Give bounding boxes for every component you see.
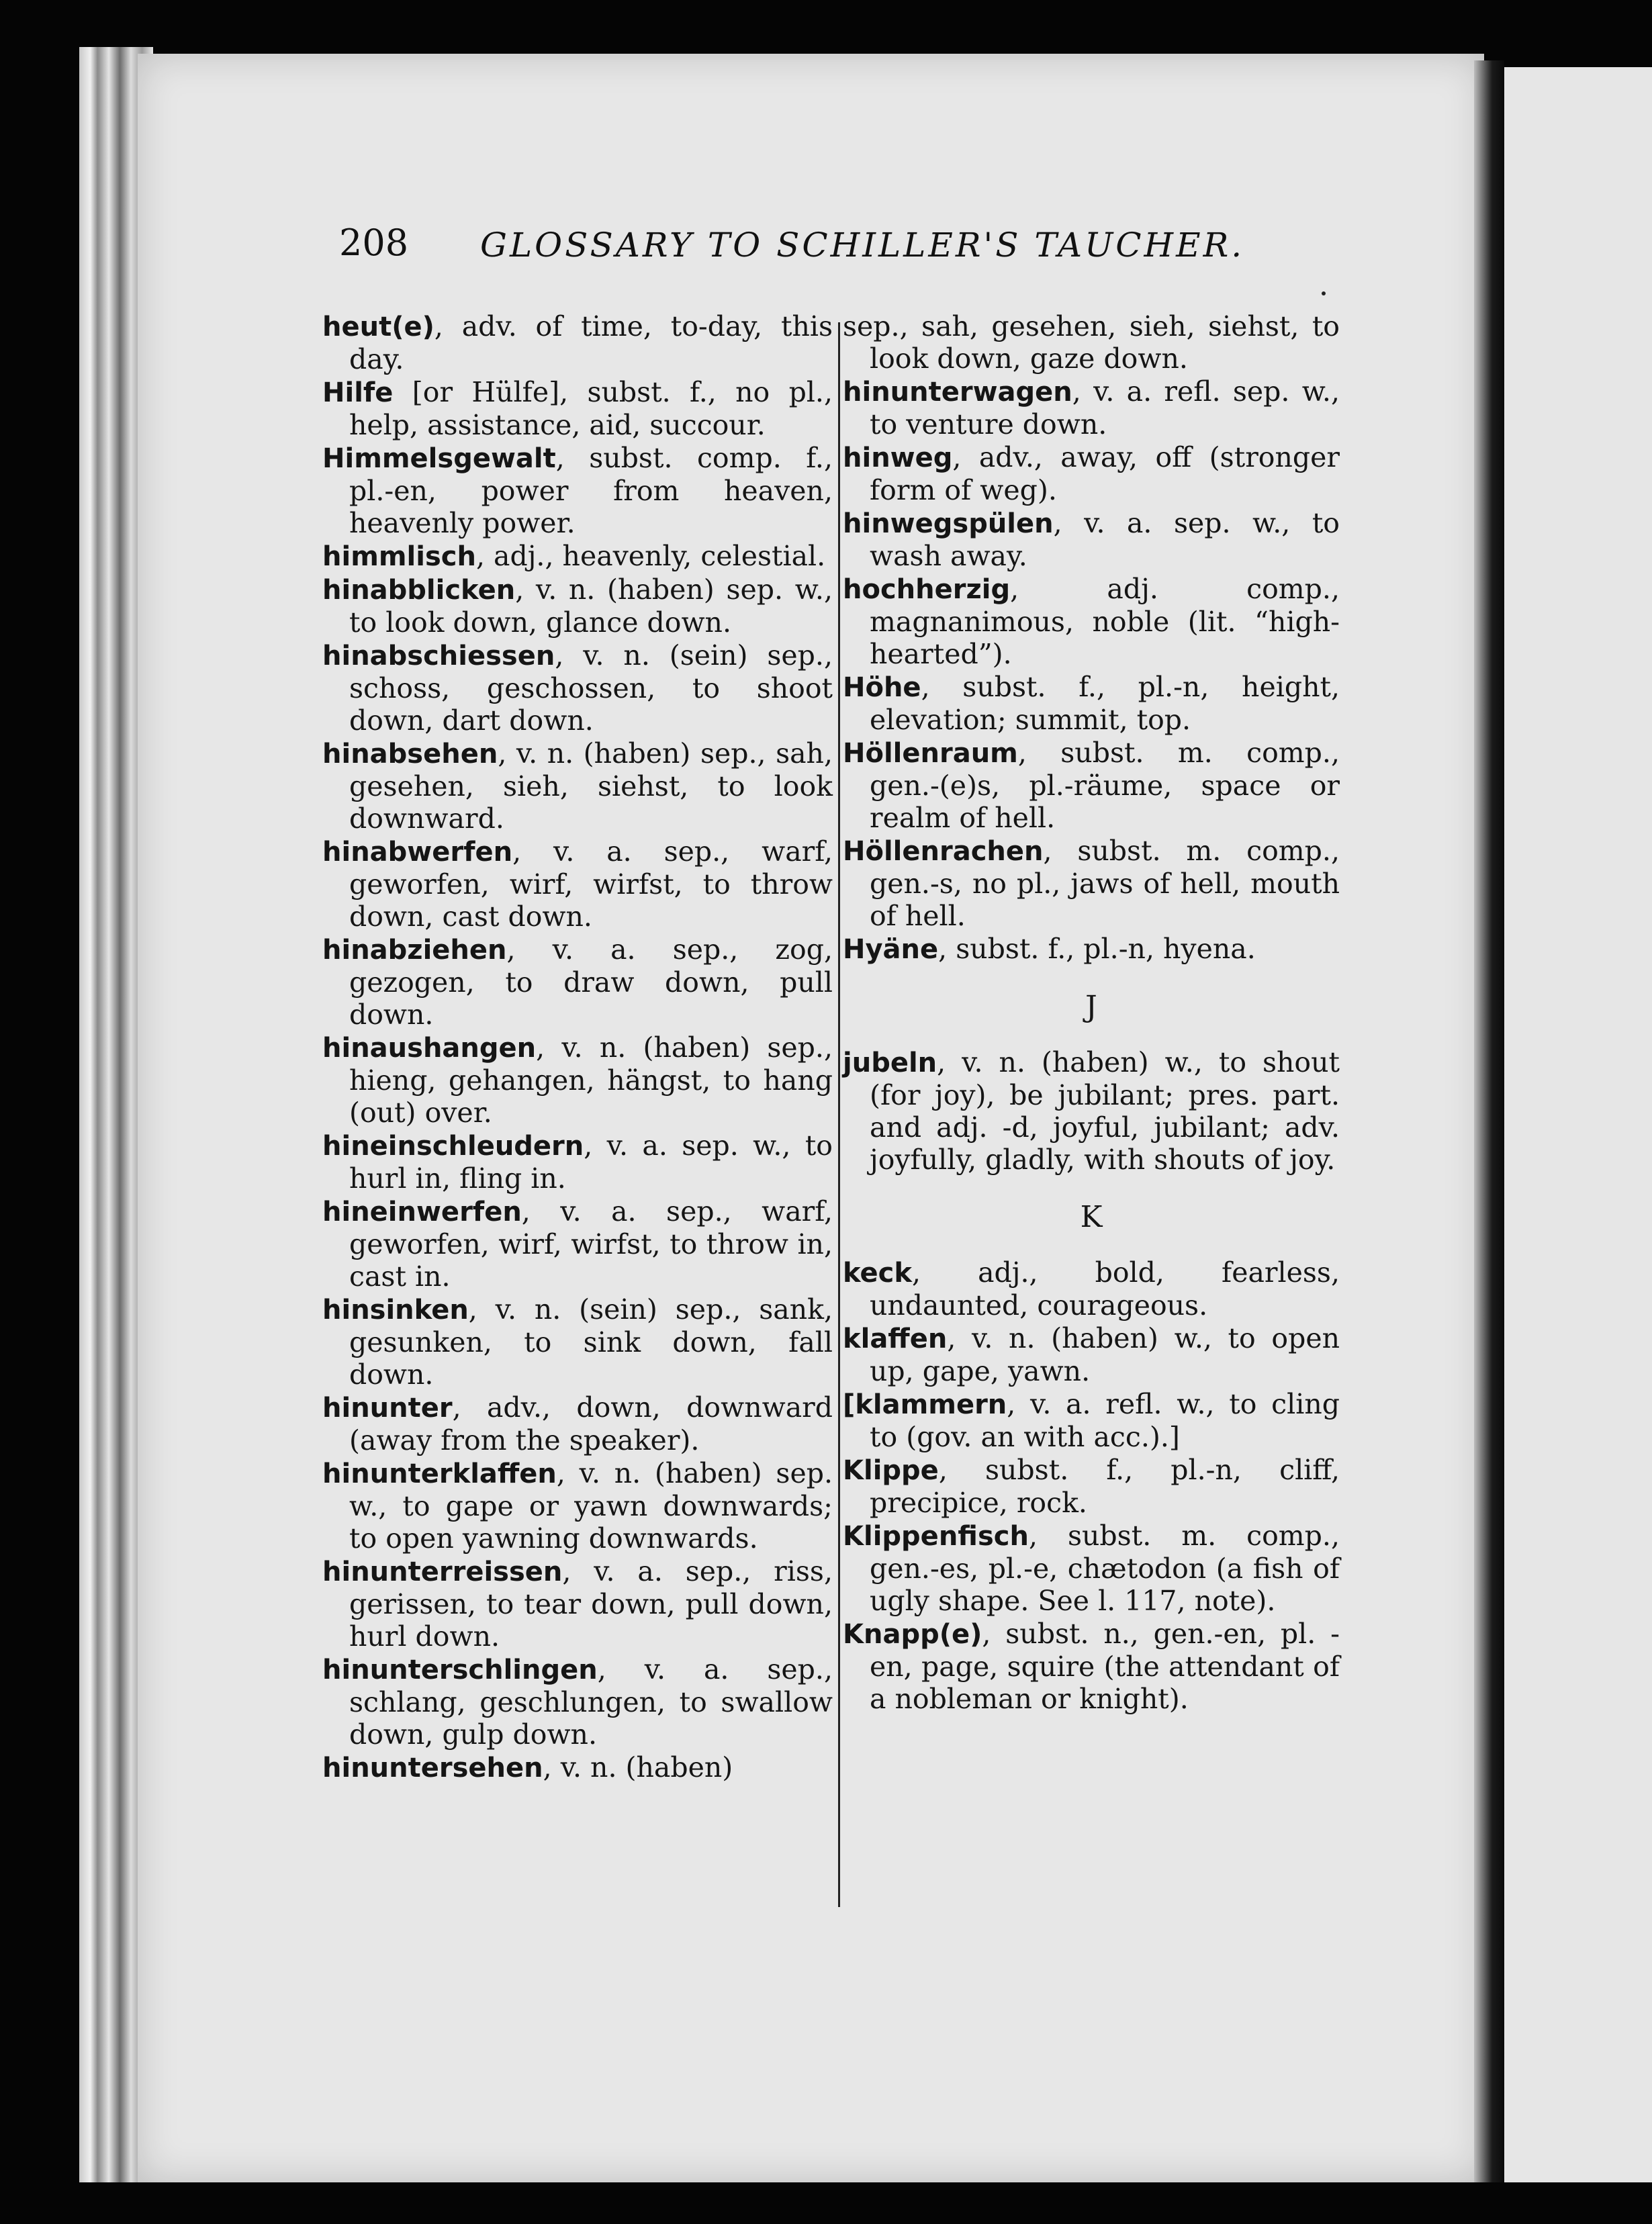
entry-headword: hinabsehen <box>322 739 498 770</box>
entry-headword: hinunterreissen <box>322 1557 563 1587</box>
glossary-entry <box>843 375 1340 441</box>
entry-headword: hinunterklaffen <box>322 1458 557 1489</box>
entry-definition: , v. n. (sein) sep., sank, gesunken, to sink down, fall down. <box>349 1293 833 1391</box>
entry-headword: hineinschleudern <box>322 1131 584 1162</box>
entry-headword: hinabziehen <box>322 935 507 966</box>
glossary-entry <box>322 1653 833 1751</box>
entry-headword: heut(e) <box>322 312 434 342</box>
glossary-entry <box>843 1388 1340 1453</box>
entry-definition: , adj., heavenly, celestial. <box>475 540 826 572</box>
section-letter-j: J <box>1085 990 1097 1024</box>
entry-definition: , subst. m. comp., gen.-(e)s, pl.-räume, space or realm of hell. <box>870 737 1340 834</box>
entry-headword: hinabschiessen <box>322 641 555 671</box>
entry-headword: keck <box>843 1258 912 1289</box>
entry-headword: Hilfe <box>322 377 394 408</box>
glossary-entry <box>322 639 833 737</box>
glossary-entry <box>322 376 833 441</box>
entry-definition: , v. a. refl. sep. w., to venture down. <box>870 375 1340 441</box>
glossary-entry <box>843 441 1340 506</box>
entry-definition: , v. n. (haben) sep., hieng, gehangen, hängst, to hang (out) over. <box>349 1031 833 1129</box>
entry-headword: Höllenraum <box>843 738 1018 769</box>
entry-definition: , v. a. sep., riss, gerissen, to tear down, pull down, hurl down. <box>349 1555 833 1653</box>
glossary-entry <box>843 1454 1340 1519</box>
glossary-entry <box>322 1293 833 1391</box>
section-j-entries <box>843 1046 1340 1176</box>
entry-headword: Knapp(e) <box>843 1619 982 1650</box>
entry-headword: hinabblicken <box>322 575 516 606</box>
entry-definition: , subst. f., pl.-n, hyena. <box>938 933 1256 965</box>
entry-definition: , adv., down, downward (away from the speaker). <box>349 1391 833 1456</box>
entry-definition: , subst. m. comp., gen.-s, no pl., jaws of hell, mouth of hell. <box>870 835 1340 932</box>
entry-headword: hochherzig <box>843 574 1011 605</box>
glossary-entry <box>322 737 833 835</box>
entry-definition: , subst. comp. f., pl.-en, power from heaven, heavenly power. <box>349 442 833 539</box>
book-gutter <box>1474 60 1504 2182</box>
entry-headword: Höhe <box>843 672 921 703</box>
entry-headword: [klammern <box>843 1389 1007 1420</box>
glossary-column-right <box>843 310 1340 1716</box>
entry-headword: hineinwerfen <box>322 1197 522 1227</box>
glossary-entry <box>843 1256 1340 1322</box>
entry-headword: hinunterwagen <box>843 377 1072 408</box>
glossary-entry <box>843 507 1340 572</box>
entry-definition: , v. a. sep., zog, gezogen, to draw down, pull down. <box>349 933 833 1031</box>
glossary-entry <box>843 737 1340 834</box>
entry-headword: Himmelsgewalt <box>322 443 556 474</box>
entry-definition: sep., sah, gesehen, sieh, siehst, to look down, gaze down. <box>843 310 1340 375</box>
entry-definition: , subst. m. comp., gen.-es, pl.-e, chætodon (a fish of ugly shape. See l. 117, note). <box>870 1520 1340 1617</box>
section-k-entries <box>843 1256 1340 1715</box>
glossary-entry <box>843 1046 1340 1176</box>
entry-headword: Hyäne <box>843 934 939 965</box>
entry-definition: , v. n. (sein) sep., schoss, geschossen, to shoot down, dart down. <box>349 639 833 737</box>
entry-headword: Klippenfisch <box>843 1521 1029 1552</box>
glossary-entry <box>843 1322 1340 1387</box>
glossary-entry <box>322 835 833 933</box>
glossary-entry <box>843 1520 1340 1617</box>
section-letter-k: K <box>1080 1200 1103 1234</box>
entry-definition: , subst. n., gen.-en, pl. -en, page, squire (the attendant of a nobleman or knight). <box>870 1618 1340 1715</box>
entry-definition: , v. n. (haben) w., to open up, gape, yawn. <box>870 1322 1340 1387</box>
glossary-entry <box>843 573 1340 670</box>
entry-headword: hinuntersehen <box>322 1753 543 1783</box>
glossary-entry <box>322 1751 833 1784</box>
entry-definition: , v. a. sep. w., to wash away. <box>870 507 1340 572</box>
entry-definition: , v. n. (haben) sep. w., to look down, glance down. <box>349 573 833 639</box>
glossary-column-left <box>322 310 833 1785</box>
glossary-entry <box>843 1618 1340 1715</box>
glossary-entry <box>322 1555 833 1653</box>
entry-definition: , subst. f., pl.-n, height, elevation; summit, top. <box>870 671 1340 736</box>
glossary-entry <box>322 310 833 375</box>
entry-headword: hinsinken <box>322 1295 469 1326</box>
entry-definition: , adv. of time, to-day, this day. <box>349 310 833 375</box>
entry-headword: hinaushangen <box>322 1033 537 1064</box>
entry-headword: Höllenrachen <box>843 836 1044 867</box>
running-title: GLOSSARY TO SCHILLER'S TAUCHER. <box>480 226 1245 265</box>
ink-speck <box>1322 291 1326 295</box>
glossary-entry <box>322 933 833 1031</box>
glossary-entry <box>322 573 833 639</box>
glossary-entry <box>322 442 833 539</box>
glossary-entry <box>322 1129 833 1195</box>
glossary-entry <box>322 1195 833 1293</box>
entry-definition: , v. n. (haben) <box>543 1751 733 1783</box>
page-header <box>339 222 1279 275</box>
glossary-entry <box>843 933 1340 966</box>
h-entries-continued <box>843 310 1340 966</box>
entry-definition: , v. n. (haben) sep., sah, gesehen, sieh, siehst, to look downward. <box>349 737 833 835</box>
glossary-entry <box>322 1031 833 1129</box>
glossary-entry <box>322 1391 833 1456</box>
entry-definition: , v. n. (haben) w., to shout (for joy), be jubilant; pres. part. and adj. -d, joyful, jubilant; adv. joyfully, gladly, with shouts of joy. <box>870 1046 1340 1176</box>
page-number: 208 <box>339 222 409 264</box>
entry-definition: , subst. f., pl.-n, cliff, precipice, rock. <box>870 1454 1340 1519</box>
glossary-entry <box>843 310 1340 375</box>
entry-headword: hinwegspülen <box>843 508 1054 539</box>
entry-definition: , v. a. sep. w., to hurl in, fling in. <box>349 1129 833 1195</box>
entry-headword: klaffen <box>843 1324 948 1354</box>
entry-definition: , v. a. sep., warf, geworfen, wirf, wirfst, to throw down, cast down. <box>349 835 833 933</box>
entry-headword: jubeln <box>843 1048 937 1078</box>
entry-definition: , v. n. (haben) sep. w., to gape or yawn downwards; to open yawning downwards. <box>349 1457 833 1555</box>
entry-headword: hinunter <box>322 1393 453 1424</box>
glossary-entry <box>322 540 833 573</box>
glossary-entry <box>843 835 1340 932</box>
entry-definition: , v. a. sep., warf, geworfen, wirf, wirfst, to throw in, cast in. <box>349 1195 833 1293</box>
entry-headword: hinweg <box>843 443 953 473</box>
glossary-entry <box>322 1457 833 1555</box>
entry-headword: himmlisch <box>322 541 476 572</box>
entry-headword: Klippe <box>843 1455 939 1486</box>
facing-page-edge <box>1504 67 1652 2182</box>
entry-definition: [or Hülfe], subst. f., no pl., help, assistance, aid, succour. <box>349 376 833 441</box>
column-divider <box>838 322 840 1907</box>
entry-headword: hinabwerfen <box>322 837 513 868</box>
entry-definition: , adj., bold, fearless, undaunted, courageous. <box>870 1256 1340 1322</box>
entry-definition: , adv., away, off (stronger form of weg). <box>870 441 1340 506</box>
glossary-entry <box>843 671 1340 736</box>
entry-headword: hinunterschlingen <box>322 1655 598 1685</box>
entry-definition: , v. a. sep., schlang, geschlungen, to swallow down, gulp down. <box>349 1653 833 1751</box>
entry-definition: , adj. comp., magnanimous, noble (lit. “high-hearted”). <box>870 573 1340 670</box>
entry-definition: , v. a. refl. w., to cling to (gov. an with acc.).] <box>870 1388 1340 1453</box>
